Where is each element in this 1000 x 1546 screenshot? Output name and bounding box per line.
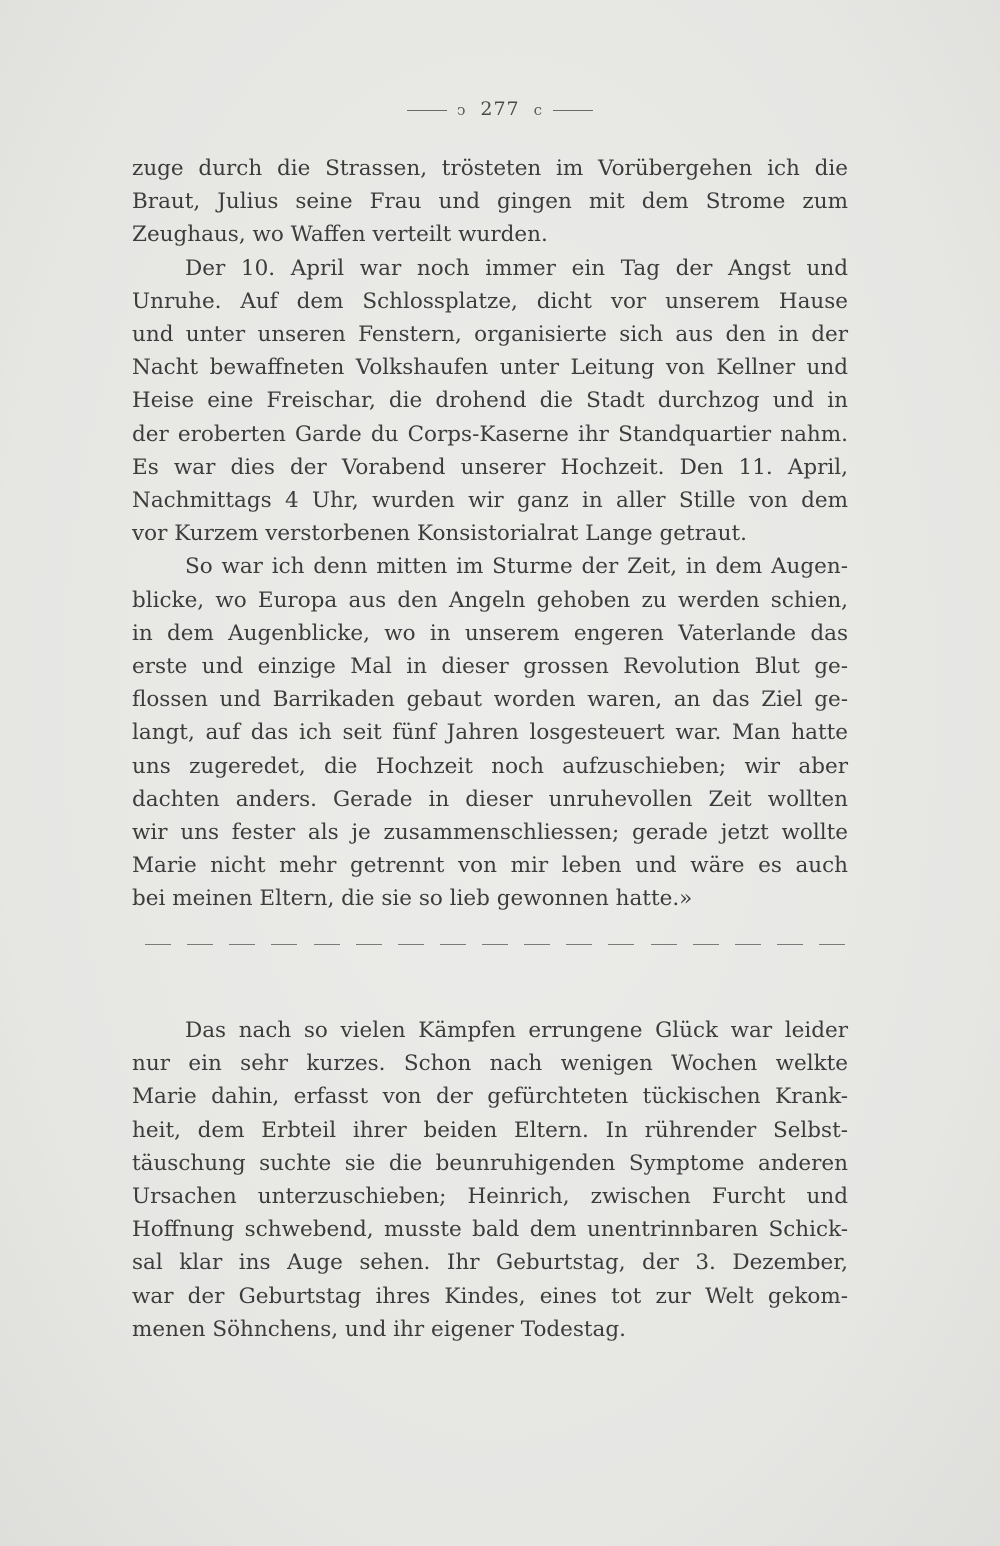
text-line: in dem Augenblicke, wo in unserem engeren Vaterlande das <box>132 620 848 646</box>
text-line: langt, auf das ich seit fünf Jahren losgesteuert war. Man hatte <box>132 720 848 746</box>
text-line: heit, dem Erbteil ihrer beiden Eltern. In rührender Selbst- <box>132 1117 848 1143</box>
text-line: sal klar ins Auge sehen. Ihr Geburtstag, der 3. Dezember, <box>132 1250 848 1276</box>
text-line: blicke, wo Europa aus den Angeln gehoben zu werden schien, <box>132 587 848 613</box>
text-line: Heise eine Freischar, die drohend die Stadt durchzog und in <box>132 388 848 414</box>
text-line: Nacht bewaffneten Volkshaufen unter Leitung von Kellner und <box>132 355 848 381</box>
text-block-first <box>132 152 848 916</box>
text-line: Ursachen unterzuschieben; Heinrich, zwischen Furcht und <box>132 1184 848 1210</box>
text-line: dachten anders. Gerade in dieser unruhevollen Zeit wollten <box>132 786 848 812</box>
text-line: Das nach so vielen Kämpfen errungene Glück war leider <box>185 1018 848 1043</box>
header-ornament-right: c <box>533 101 544 119</box>
text-line: Der 10. April war noch immer ein Tag der Angst und <box>185 255 848 281</box>
text-line: Es war dies der Vorabend unserer Hochzeit. Den 11. April, <box>132 454 848 480</box>
text-line: Marie dahin, erfasst von der gefürchteten tückischen Krank- <box>132 1084 848 1110</box>
text-line: täuschung suchte sie die beunruhigenden Symptome anderen <box>132 1150 848 1176</box>
text-line: Nachmittags 4 Uhr, wurden wir ganz in aller Stille von dem <box>132 488 848 514</box>
text-line: flossen und Barrikaden gebaut worden waren, an das Ziel ge- <box>132 687 848 713</box>
text-line: Zeughaus, wo Waffen verteilt wurden. <box>132 222 548 248</box>
text-line: bei meinen Eltern, die sie so lieb gewonnen hatte.» <box>132 886 693 912</box>
text-block-second <box>132 1014 848 1346</box>
page-header <box>0 98 1000 120</box>
text-line: nur ein sehr kurzes. Schon nach wenigen Wochen welkte <box>132 1051 848 1077</box>
text-line: und unter unseren Fenstern, organisierte sich aus den in der <box>132 322 848 348</box>
text-line: Braut, Julius seine Frau und gingen mit dem Strome zum <box>132 189 848 215</box>
text-line: der eroberten Garde du Corps-Kaserne ihr Standquartier nahm. <box>132 421 848 447</box>
text-line: wir uns fester als je zusammenschliessen; gerade jetzt wollte <box>132 820 848 846</box>
header-rule-left <box>407 110 447 111</box>
text-line: Marie nicht mehr getrennt von mir leben und wäre es auch <box>132 853 848 879</box>
text-line: zuge durch die Strassen, trösteten im Vorübergehen ich die <box>132 156 848 181</box>
text-line: menen Söhnchens, und ihr eigener Todestag. <box>132 1316 626 1342</box>
text-line: vor Kurzem verstorbenen Konsistorialrat Lange getraut. <box>132 521 747 547</box>
header-ornament-left: ↄ <box>456 101 467 119</box>
text-line: war der Geburtstag ihres Kindes, eines tot zur Welt gekom- <box>132 1283 848 1309</box>
text-line: erste und einzige Mal in dieser grossen Revolution Blut ge- <box>132 654 848 680</box>
text-line: So war ich denn mitten im Sturme der Zeit, in dem Augen- <box>185 554 848 580</box>
page-number: 277 <box>480 98 520 120</box>
section-separator <box>145 944 845 948</box>
text-line: Hoffnung schwebend, musste bald dem unentrinnbaren Schick- <box>132 1217 848 1243</box>
text-line: Unruhe. Auf dem Schlossplatze, dicht vor unserem Hause <box>132 288 848 314</box>
header-rule-right <box>553 110 593 111</box>
text-line: uns zugeredet, die Hochzeit noch aufzuschieben; wir aber <box>132 753 848 779</box>
